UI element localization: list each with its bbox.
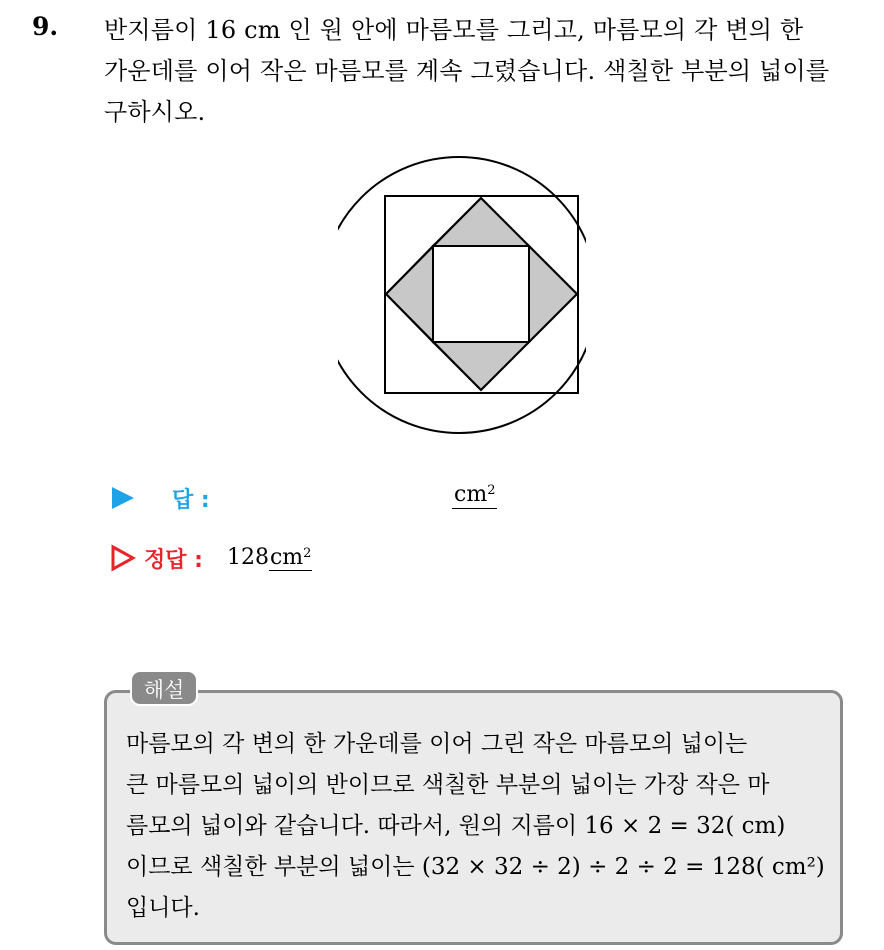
explanation-line: 름모의 넓이와 같습니다. 따라서, 원의 지름이 16 × 2 = 32( cm) [126,813,786,839]
explanation-line: 이므로 색칠한 부분의 넓이는 (32 × 32 ÷ 2) ÷ 2 ÷ 2 = 128( cm²) [126,854,825,880]
explanation-line: 큰 마름모의 넓이의 반이므로 색칠한 부분의 넓이는 가장 작은 마 [126,772,770,798]
shaded-triangle-right [529,246,577,342]
shaded-triangle-bottom [433,342,529,390]
question-line: 반지름이 16 cm 인 원 안에 마름모를 그리고, 마름모의 각 변의 한 [104,16,804,44]
circle-rhombus-diagram [338,152,586,440]
correct-answer-label: 정답 : [144,547,203,573]
shaded-triangle-top [433,198,529,246]
correct-answer-number: 128 [226,545,269,570]
question-line: 구하시오. [104,98,206,126]
explanation-line: 마름모의 각 변의 한 가운데를 이어 그린 작은 마름모의 넓이는 [126,731,748,757]
explanation-line: 입니다. [126,895,200,921]
correct-answer-row [108,540,312,576]
answer-row [108,480,210,516]
answer-label: 답 : [172,487,210,513]
explanation-tab: 해설 [130,670,198,706]
correct-unit-exponent: 2 [303,546,312,561]
correct-answer-value [227,545,312,571]
question-text [104,10,864,133]
correct-unit-text: cm [269,545,304,570]
geometry-figure [338,152,586,444]
play-triangle-icon [112,487,134,509]
correct-answer-unit [269,545,312,571]
inner-square [433,246,529,342]
answer-unit-exponent: 2 [487,483,496,498]
question-line: 가운데를 이어 작은 마름모를 계속 그렸습니다. 색칠한 부분의 넓이를 [104,57,830,85]
shaded-triangle-left [386,246,433,342]
answer-unit: cm [454,482,488,507]
explanation-text [126,724,826,929]
question-number: 9. [32,12,59,41]
answer-input[interactable] [452,482,497,509]
outline-triangle-icon [110,544,136,572]
